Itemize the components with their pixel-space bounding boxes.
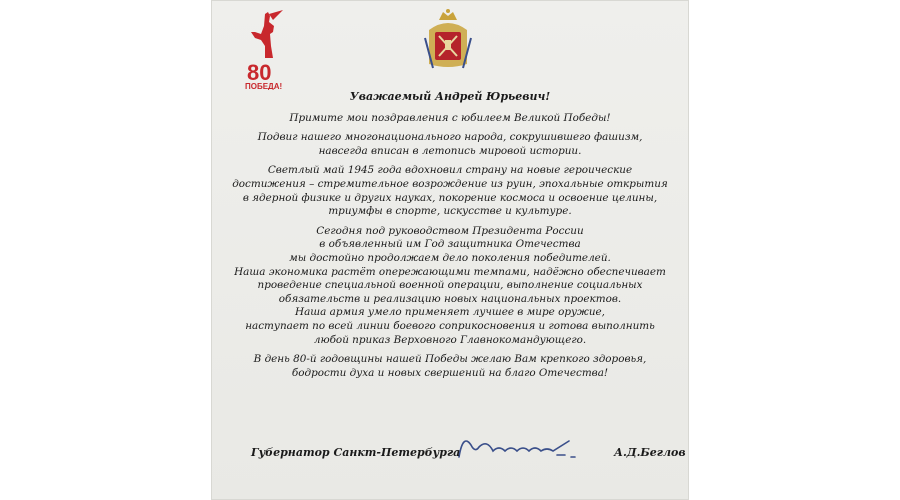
emblem-number: 80 [247,60,272,85]
text-line: Наша армия умело применяет лучшее в мире оружие, [295,306,605,319]
greeting-heading: Уважаемый Андрей Юрьевич! [349,90,551,103]
paragraph [211,225,689,347]
paragraph [211,164,689,218]
paragraph [211,131,689,158]
signature-block [211,441,689,471]
letter-body [211,90,689,386]
text-line: Примите мои поздравления с юбилеем Великой Победы! [289,111,611,124]
paragraph [211,353,689,380]
text-line: достижения – стремительное возрождение из руин, эпохальные открытия [232,177,668,190]
text-line: любой приказ Верховного Главнокомандующего. [313,333,587,346]
signer-title: Губернатор Санкт-Петербурга [251,446,461,459]
text-line: навсегда вписан в летопись мировой истории. [318,144,582,157]
text-line: бодрости духа и новых свершений на благо Отечества! [291,366,609,379]
text-line: в ядерной физике и других науках, покорение космоса и освоение целины, [242,191,658,204]
text-line: Подвиг нашего многонационального народа, сокрушившего фашизм, [257,131,643,144]
text-line: проведение специальной военной операции, выполнение социальных [257,279,643,292]
victory-80-emblem [243,10,293,90]
text-line: Светлый май 1945 года вдохновил страну на новые героические [267,164,633,177]
greeting-card [211,0,689,500]
signer-name: А.Д.Беглов [614,446,686,459]
text-line: Сегодня под руководством Президента России [316,224,584,237]
emblem-caption: ПОБЕДА! [245,82,283,90]
text-line: Наша экономика растёт опережающими темпами, надёжно обеспечивает [234,265,666,278]
coat-of-arms-icon [419,8,477,72]
text-line: в объявленный им Год защитника Отечества [319,238,581,251]
text-line: триумфы в спорте, искусстве и культуре. [328,205,572,218]
text-line: мы достойно продолжаем дело поколения победителей. [289,251,611,264]
text-line: обязательств и реализацию новых национальных проектов. [278,292,622,305]
text-line: наступает по всей линии боевого соприкосновения и готова выполнить [245,319,655,332]
text-line: В день 80-й годовщины нашей Победы желаю Вам крепкого здоровья, [253,353,647,366]
paragraph [211,112,689,126]
